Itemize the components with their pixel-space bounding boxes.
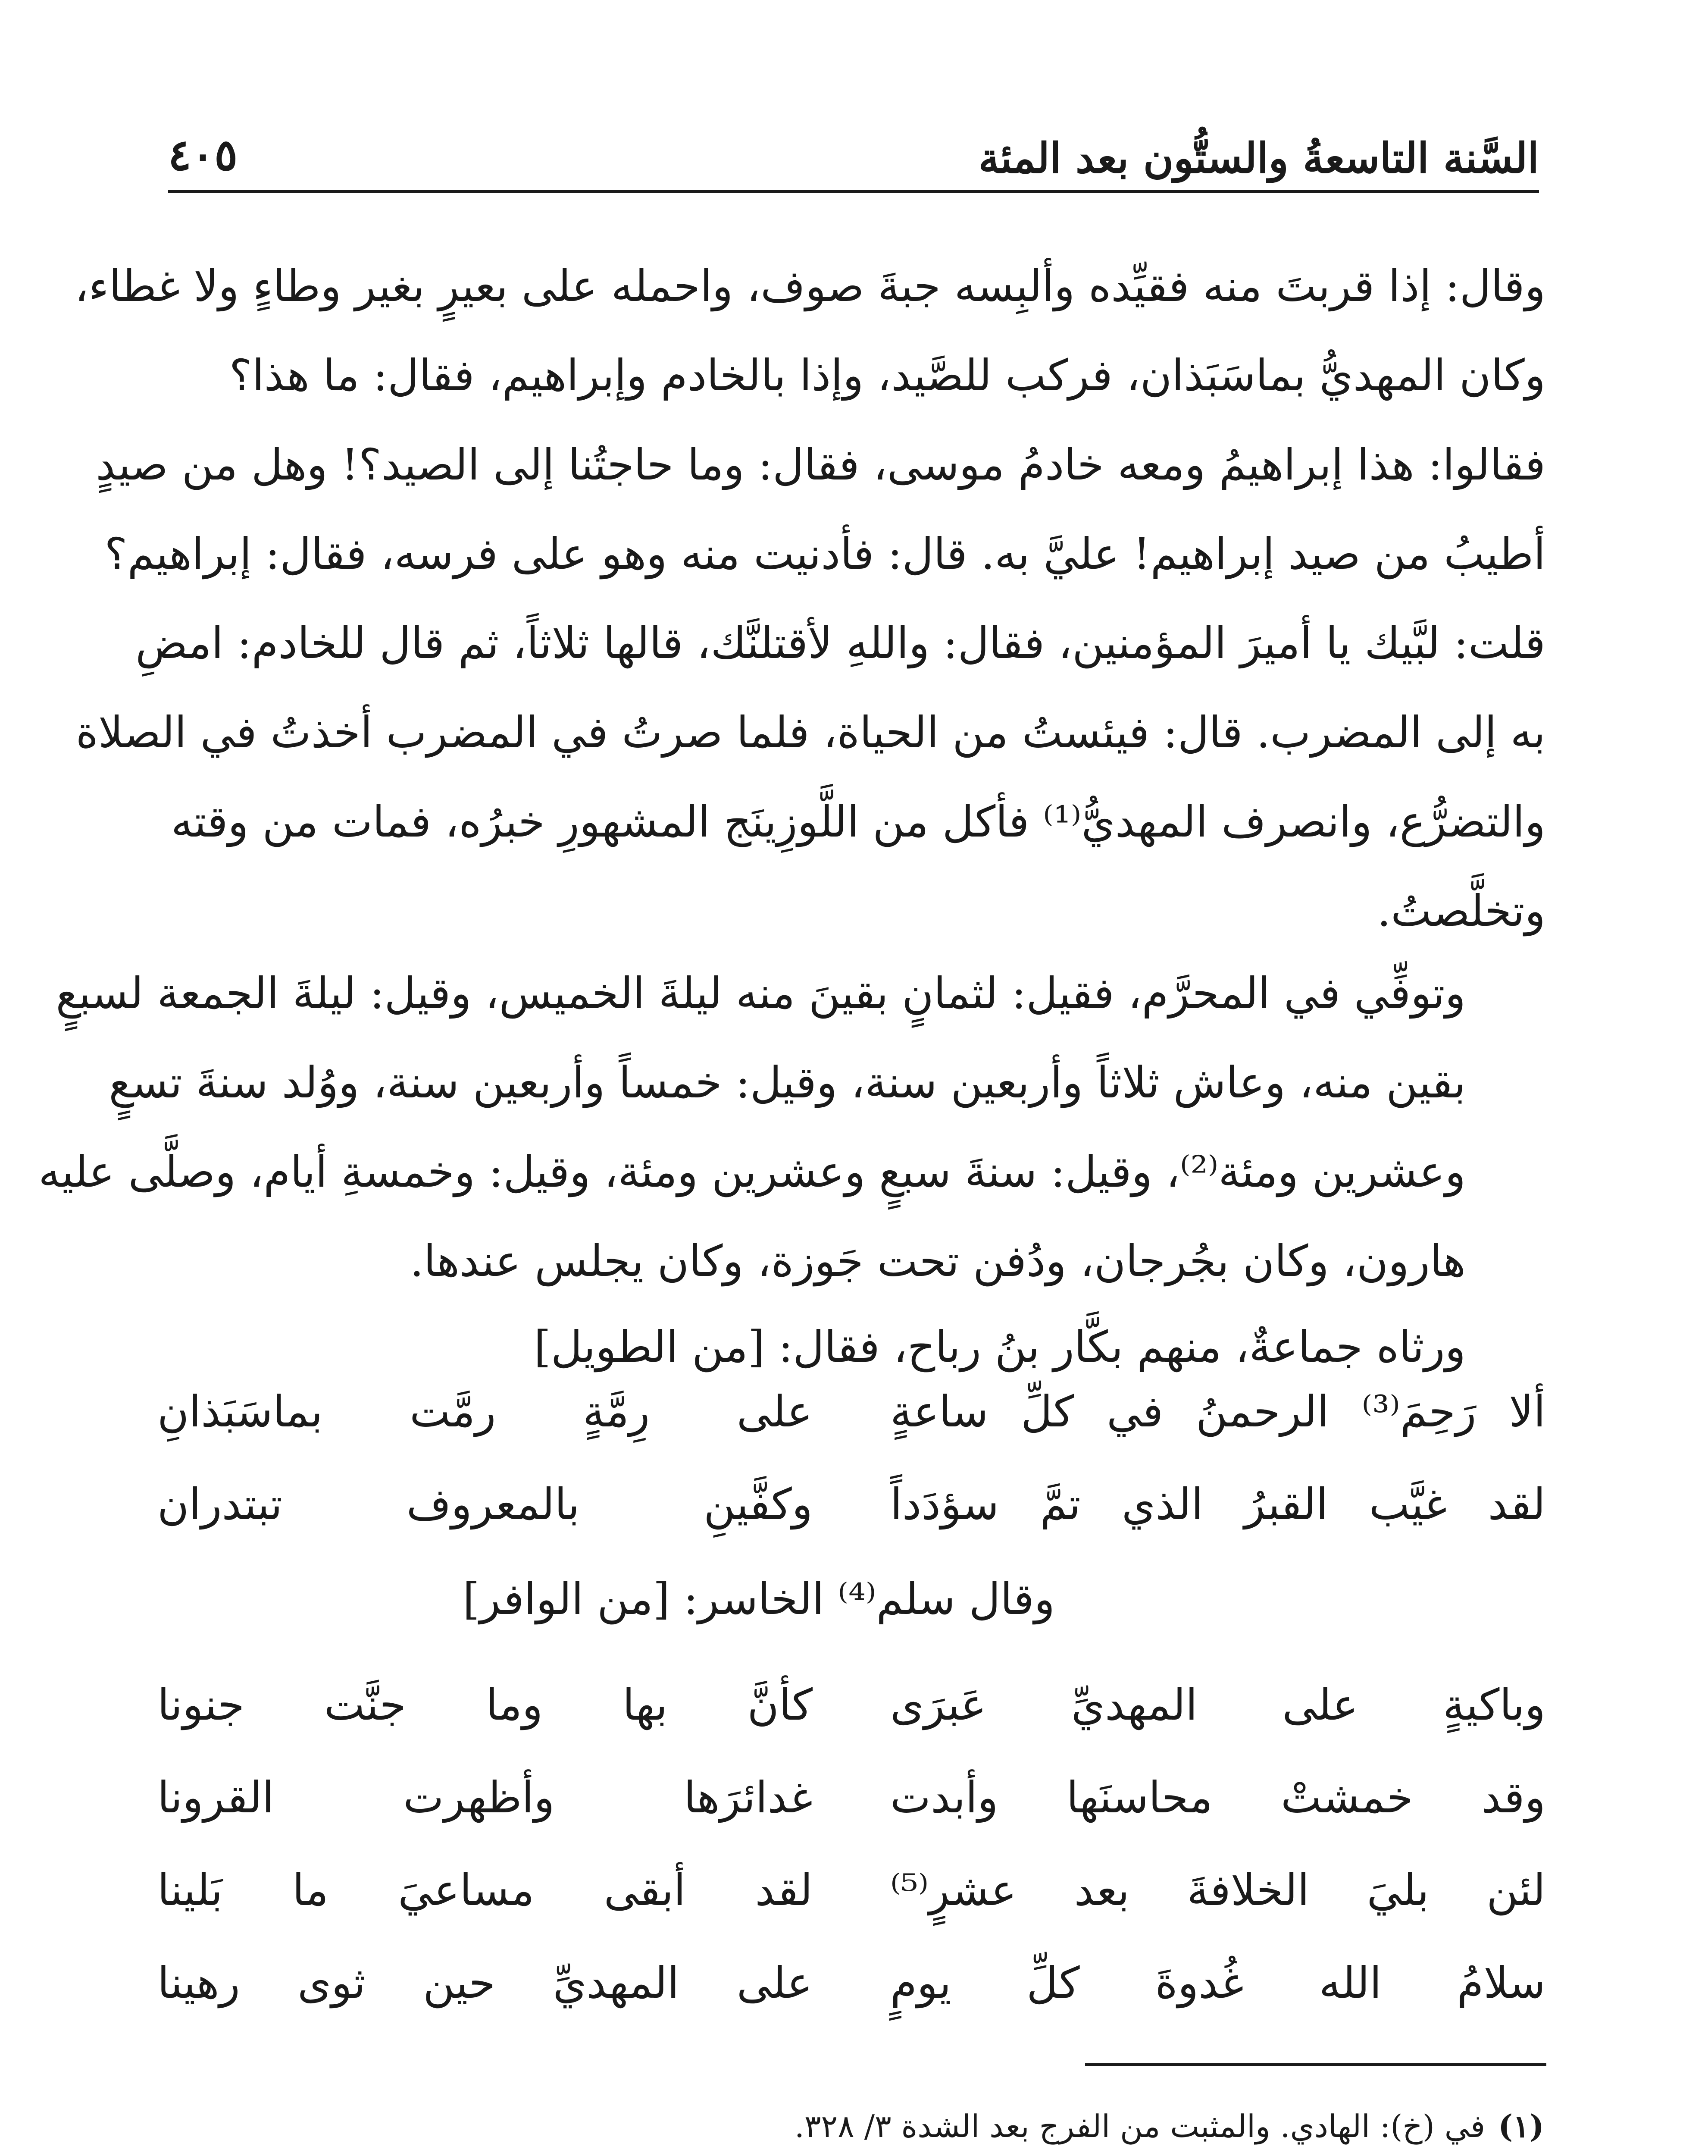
poem-1-intro [162, 1302, 1545, 1391]
text-line: والتضرُّع، وانصرف المهديُّ⁽¹⁾ فأكل من اللَّوزِينَج المشهورِ خبرُه، فمات من وقته [171, 796, 1545, 847]
paragraph-1 [75, 241, 1545, 956]
text-line: قلت: لبَّيك يا أميرَ المؤمنين، فقال: واللهِ لأقتلنَّك، قالها ثلاثاً، ثم قال للخادم: امضِ [135, 618, 1545, 668]
verse [157, 1479, 1545, 1572]
footnote-separator [1085, 2063, 1546, 2066]
text-line: وعشرين ومئة⁽²⁾، وقيل: سنةَ سبعٍ وعشرين ومئة، وقيل: وخمسةِ أيام، وصلَّى عليه [38, 1147, 1466, 1197]
footnote-number: (١) [1498, 2108, 1544, 2144]
text-line: به إلى المضرب. قال: فيئستُ من الحياة، فلما صرتُ في المضرب أخذتُ في الصلاة [75, 707, 1545, 758]
poem-1 [157, 1386, 1545, 1572]
verse [157, 1386, 1545, 1479]
footnote-text: في (خ): الهادي. والمثبت من الفرج بعد الشدة ٣/ ٣٢٨. [794, 2108, 1486, 2144]
footnotes [165, 2096, 1544, 2156]
verse-first-hemistich: لقد غيَّب القبرُ الذي تمَّ سؤدَداً [890, 1479, 1545, 1529]
text-line: وكان المهديُّ بماسَبَذان، فركب للصَّيد، وإذا بالخادم وإبراهيم، فقال: ما هذا؟ [229, 350, 1545, 401]
verse-second-hemistich: لقد أبقى مساعيَ ما بَلينا [157, 1865, 813, 1915]
verse [157, 1865, 1545, 1958]
verse [157, 1958, 1545, 2050]
text-line: وتوفِّي في المحرَّم، فقيل: لثمانٍ بقينَ منه ليلةَ الخميس، وقيل: ليلةَ الجمعة لسبعٍ [56, 968, 1466, 1018]
text-line: بقين منه، وعاش ثلاثاً وأربعين سنة، وقيل: خمساً وأربعين سنة، ووُلد سنةَ تسعٍ [109, 1057, 1466, 1108]
footnote [165, 2096, 1544, 2156]
text-line: هارون، وكان بجُرجان، ودُفن تحت جَوزة، وكان يجلس عندها. [410, 1236, 1466, 1286]
text-line: وقال: إذا قربتَ منه فقيِّده وألبِسه جبةَ صوف، واحمله على بعيرٍ بغير وطاءٍ ولا غطاء، [75, 261, 1545, 311]
verse-second-hemistich: وكفَّينِ بالمعروف تبتدران [157, 1479, 813, 1529]
text-line: أطيبُ من صيد إبراهيم! عليَّ به. قال: فأدنيت منه وهو على فرسه، فقال: إبراهيم؟ [104, 529, 1545, 579]
text-line: فقالوا: هذا إبراهيمُ ومعه خادمُ موسى، فقال: وما حاجتُنا إلى الصيد؟! وهل من صيدٍ [96, 439, 1545, 490]
verse-first-hemistich: وباكيةٍ على المهديِّ عَبرَى [890, 1680, 1545, 1730]
verse [157, 1772, 1545, 1865]
running-header [168, 125, 1539, 193]
verse-second-hemistich: على المهديِّ حين ثوى رهينا [157, 1958, 813, 2008]
verse [157, 1680, 1545, 1772]
poem-2 [157, 1680, 1545, 2050]
verse-second-hemistich: غدائرَها وأظهرت القرونا [157, 1772, 813, 1823]
text-line: وتخلَّصتُ. [1377, 886, 1545, 936]
verse-second-hemistich: كأنَّ بها وما جنَّت جنونا [157, 1680, 813, 1730]
verse-second-hemistich: على رِمَّةٍ رمَّت بماسَبَذانِ [157, 1386, 813, 1437]
paragraph-2 [38, 949, 1545, 1306]
verse-first-hemistich: سلامُ الله غُدوةَ كلِّ يومٍ [890, 1958, 1545, 2008]
text-line: ورثاه جماعةٌ، منهم بكَّار بنُ رباح، فقال: [من الطويل] [534, 1322, 1466, 1372]
running-title: السَّنة التاسعةُ والستُّون بعد المئة [978, 134, 1539, 182]
poem-2-intro: وقال سلم⁽⁴⁾ الخاسر: [من الوافر] [463, 1574, 1055, 1624]
verse-first-hemistich: وقد خمشتْ محاسنَها وأبدت [890, 1772, 1545, 1823]
verse-first-hemistich: ألا رَحِمَ⁽³⁾ الرحمنُ في كلِّ ساعةٍ [890, 1386, 1545, 1437]
verse-first-hemistich: لئن بليَ الخلافةَ بعد عشرٍ⁽⁵⁾ [890, 1865, 1545, 1915]
page-number: ٤٠٥ [168, 129, 238, 180]
